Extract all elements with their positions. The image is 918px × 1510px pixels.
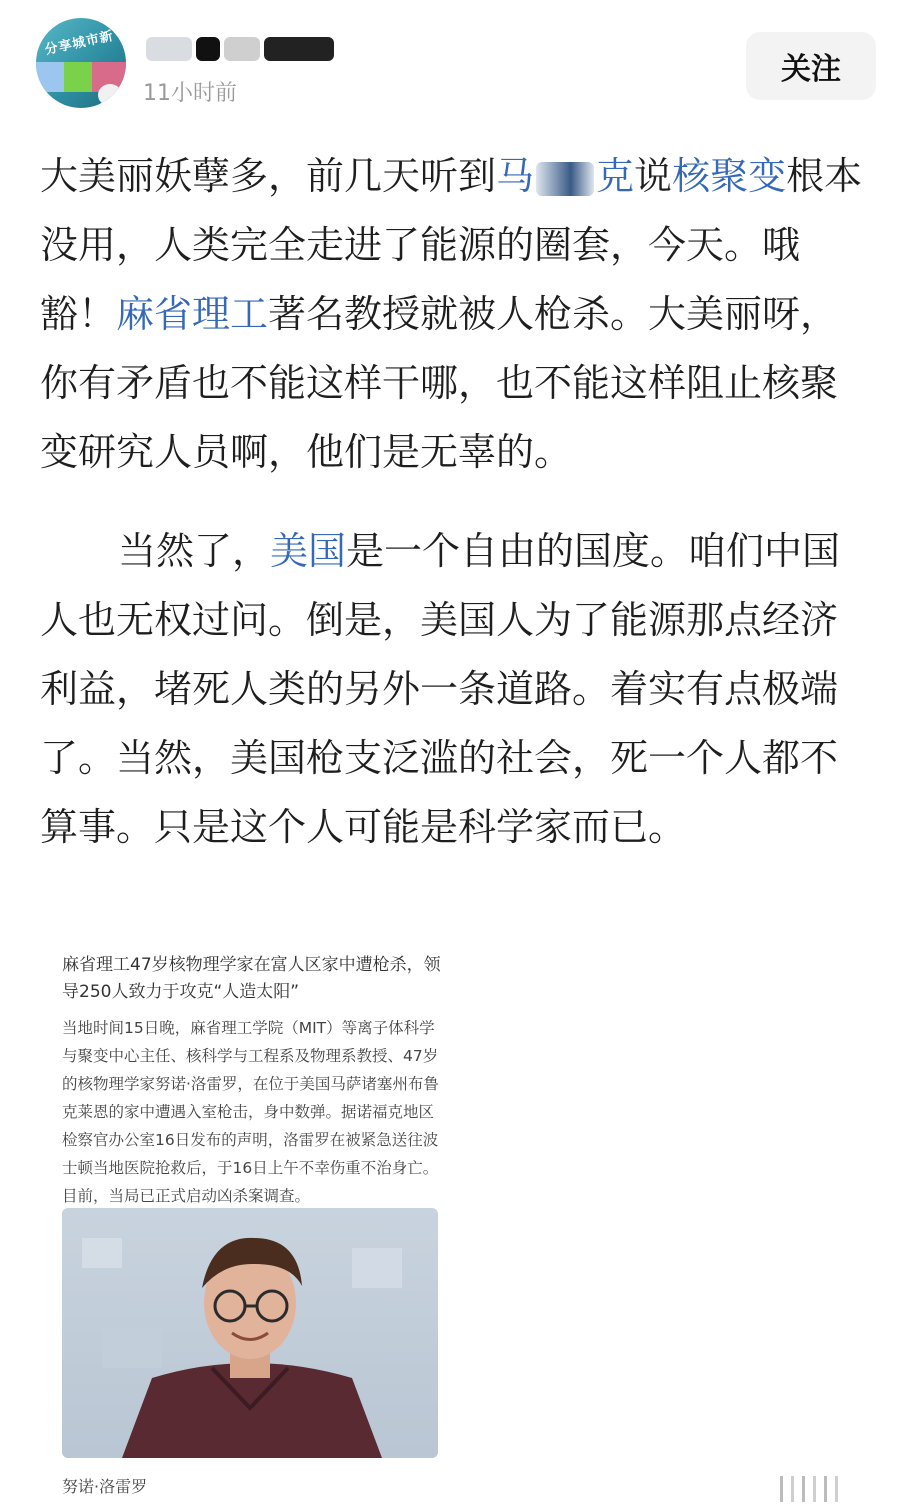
username-redacted[interactable] bbox=[146, 34, 334, 64]
link-fusion[interactable]: 核聚变 bbox=[672, 154, 787, 198]
post-time: 11小时前 bbox=[143, 81, 237, 106]
avatar-text: 分享城市新 bbox=[43, 28, 116, 59]
portrait-image bbox=[62, 1208, 438, 1458]
embedded-news-title: 麻省理工47岁核物理学家在富人区家中遭枪杀，领导250人致力于攻克“人造太阳” bbox=[62, 955, 441, 1002]
post-paragraph-2: 当然了，美国是一个自由的国度。咱们中国人也无权过问。倒是，美国人为了能源那点经济利益，堵死人类的另外一条道路。着实有点极端了。当然，美国枪支泛滥的社会，死一个人都不算事。只是这个人可能是科学家而已。 bbox=[40, 529, 841, 849]
photo-caption: 努诺·洛雷罗 bbox=[62, 1477, 148, 1496]
embedded-news-body: 当地时间15日晚，麻省理工学院（MIT）等离子体科学与聚变中心主任、核科学与工程系及物理系教授、47岁的核物理学家努诺·洛雷罗，在位于美国马萨诸塞州布鲁克莱恩的家中遭遇入室枪击，身中数弹。据诺福克地区检察官办公室16日发布的声明，洛雷罗在被紧急送往波士顿当地医院抢救后，于16日上午不幸伤重不治身亡。目前，当局已正式启动凶杀案调查。 bbox=[62, 1019, 439, 1205]
link-usa[interactable]: 美国 bbox=[270, 529, 347, 573]
professor-photo[interactable] bbox=[62, 1208, 438, 1458]
bottom-marks bbox=[780, 1476, 838, 1502]
redacted-mark bbox=[536, 162, 594, 196]
follow-button[interactable]: 关注 bbox=[746, 32, 876, 100]
link-mit[interactable]: 麻省理工 bbox=[116, 292, 269, 336]
link-musk[interactable]: 马 克 bbox=[496, 154, 635, 198]
post-paragraph-1: 大美丽妖孽多，前几天听到马 克说核聚变根本没用，人类完全走进了能源的圈套，今天。哦豁！麻省理工著名教授就被人枪杀。大美丽呀，你有矛盾也不能这样干哪，也不能这样阻止核聚变研究人员啊，他们是无辜的。 bbox=[40, 154, 863, 474]
avatar[interactable] bbox=[36, 18, 126, 108]
